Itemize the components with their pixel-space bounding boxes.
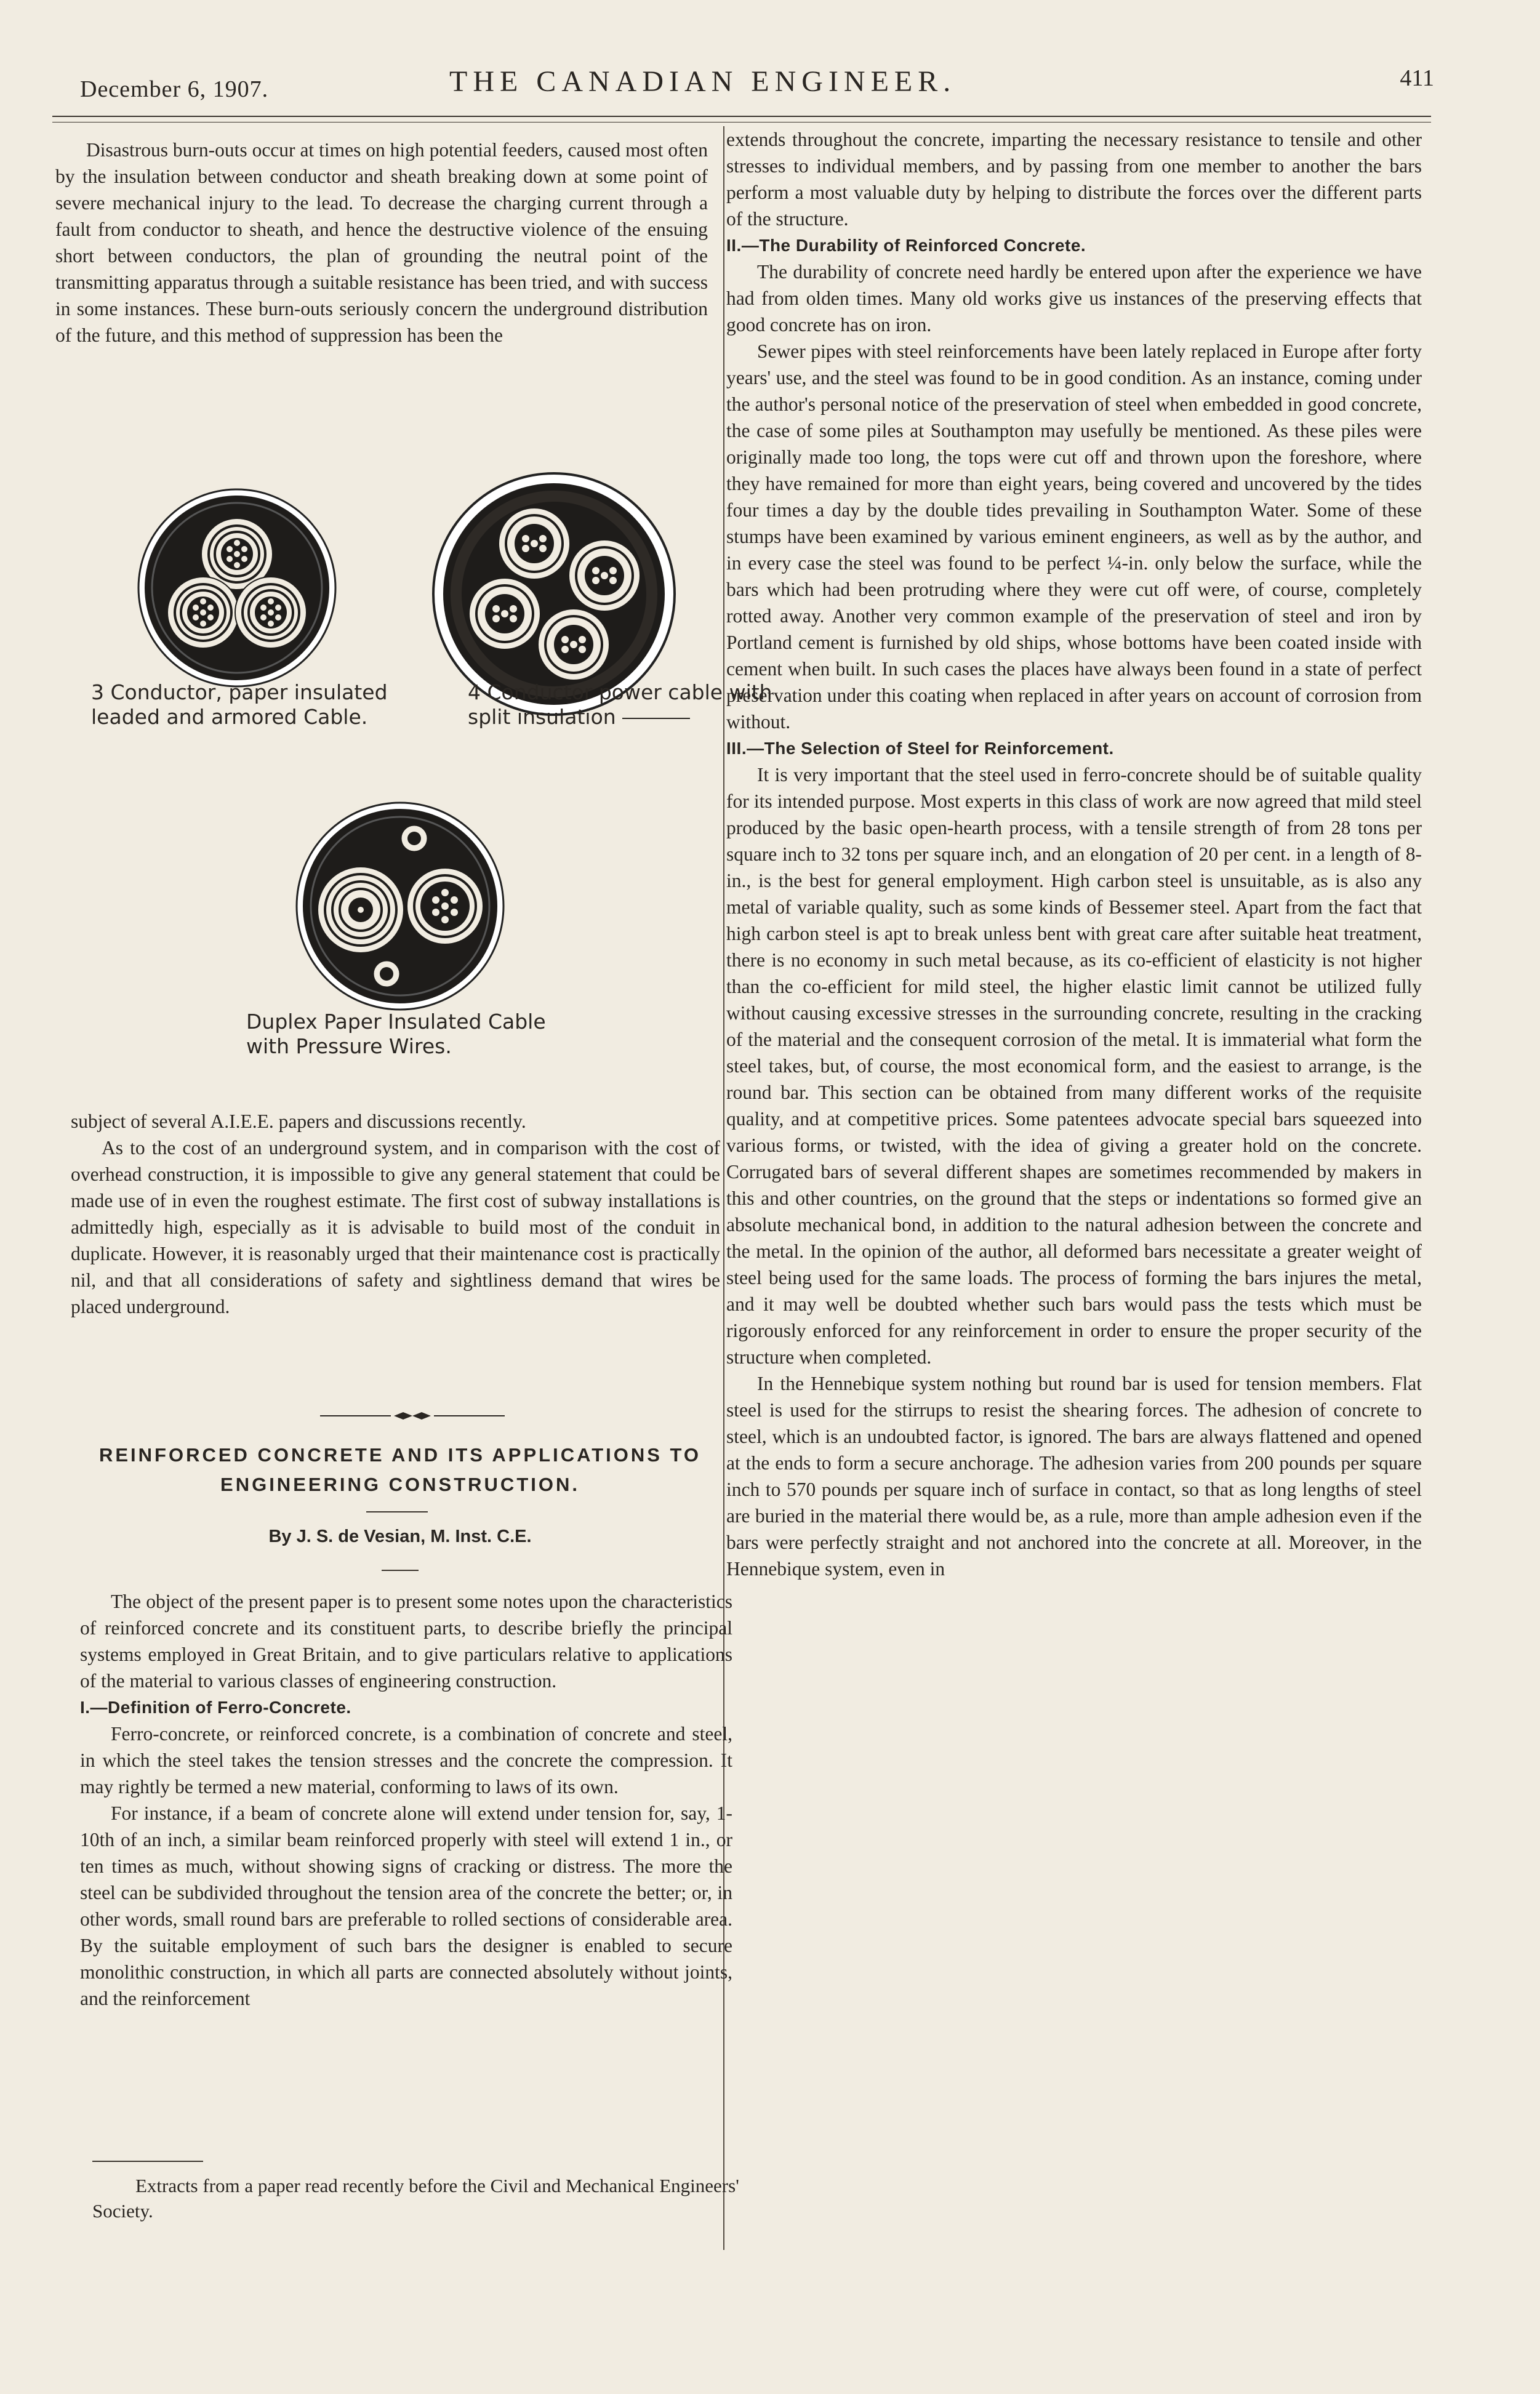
paragraph-durability-2: Sewer pipes with steel reinforcements have been lately replaced in Europe after forty years' use, and the steel was found to be in good condition. As an instance, coming under the author's personal notice of the preservation of steel when embedded in good concrete, the case of some piles at Southampton may usefully be mentioned. As these piles were originally made too long, the tops were cut off and thrown upon the foreshore, where they have remained for more than eight years, being covered and uncovered by the tides four times a day by the double tides prevailing in Southampton Water. Some of these stumps have been examined by various eminent engineers, as well as by the author, and in every case the steel was found to be perfect ¼-in. only below the surface, while the bars which had been protruding where they were cut off were, of course, completely rotted away. Another very common example of the preservation of steel and iron by Portland cement is furnished by old ships, whose bottoms have been coated inside with cement when built. In such cases the places have always been found in a state of perfect preservation under this coating when replaced in after years on account of corrosion from without. bbox=[726, 340, 1422, 733]
right-column bbox=[726, 126, 1422, 1582]
title-rule bbox=[366, 1511, 428, 1512]
paragraph-cost: As to the cost of an underground system, and in comparison with the cost of overhead construction, it is impossible to give any general statement that could be made use of in even the roughest estimate. The first cost of subway installations is admittedly high, especially as it is advisable to build most of the conduit in duplicate. However, it is reasonably urged that their maintenance cost is practically nil, and that all considerations of safety and sightliness demand that wires be placed underground. bbox=[71, 1137, 720, 1317]
section-ornament bbox=[320, 1410, 505, 1422]
header-page-number: 411 bbox=[1400, 65, 1434, 91]
paragraph-selection-1: It is very important that the steel used in ferro-concrete should be of suitable quality for its intended purpose. Most experts in this class of work are now agreed that mild steel produced by the basic open-hearth process, with a tensile strength of from 28 tons per square inch to 32 tons per square inch, and an elongation of 20 per cent. in a length of 8-in., is the best for general employment. High carbon steel is unsuitable, as is also any metal of variable quality, such as some kinds of Bessemer steel. Apart from the fact that high carbon steel is apt to break unless bent with great care after suitable heat treatment, there is no economy in such metal because, as its co-efficient of elasticity is not higher than the co-efficient for mild steel, the higher elastic limit cannot be utilized fully without causing excessive stresses in the surrounding concrete, resulting in the cracking of the material and the consequent corrosion of the metal. It is immaterial what form the steel takes, but, of course, the most economical form, and the easiest to arrange, is the round bar. This section can be obtained from many different works of the requisite quality, and at competitive prices. Some patentees advocate special bars squeezed into various forms, or twisted, with the idea of giving a greater hold on the concrete. Corrugated bars of several different shapes are sometimes recommended by makers in this and other countries, on the ground that the steps or indentations so formed give an absolute mechanical bond, in addition to the natural adhesion between the concrete and the metal. In the opinion of the author, all deformed bars necessitate a greater weight of steel being used for the same loads. The process of forming the bars injures the metal, and it may well be doubted whether such bars would pass the tests which must be rigorously enforced for any reinforcement in order to ensure the proper security of the structure when completed. bbox=[726, 764, 1422, 1368]
caption-duplex-cable: Duplex Paper Insulated Cable with Pressure Wires. bbox=[246, 1010, 546, 1058]
paragraph-burnouts: Disastrous burn-outs occur at times on high potential feeders, caused most often by the insulation between conductor and sheath breaking down at some point of severe mechanical injury to the lead. To decrease the charging current through a fault from conductor to sheath, and hence the destructive violence of the ensuing short between conductors, the plan of grounding the neutral point of the transmitting apparatus through a suitable resistance has been tried, and with success in some instances. These burn-outs seriously concern the underground distribution of the future, and this method of suppression has been the bbox=[55, 139, 708, 346]
header-title: THE CANADIAN ENGINEER. bbox=[449, 65, 956, 98]
left-column-top bbox=[55, 137, 708, 348]
caption-dash bbox=[622, 718, 690, 719]
header-date: December 6, 1907. bbox=[80, 76, 269, 102]
heading-selection: III.—The Selection of Steel for Reinforcement. bbox=[726, 739, 1114, 758]
paragraph-durability-1: The durability of concrete need hardly be entered upon after the experience we have had from olden times. Many old works give us instances of the preserving effects that good concrete has on iron. bbox=[726, 261, 1422, 335]
footnote: Extracts from a paper read recently before the Civil and Mechanical Engineers' Society. bbox=[92, 2175, 739, 2222]
figure-3-conductor-cable bbox=[135, 486, 339, 689]
paragraph-definition-2: For instance, if a beam of concrete alone will extend under tension for, say, 1-10th of an inch, a similar beam reinforced properly with steel will extend 1 in., or ten times as much, without showing signs of cracking or distress. The more the steel can be subdivided throughout the tension area of the concrete the better; or, in other words, small round bars are preferable to rolled sections of considerable area. By the suitable employment of such bars the designer is enabled to secure monolithic construction, in which all parts are connected absolutely without joints, and the reinforcement bbox=[80, 1802, 732, 2009]
page-header bbox=[80, 58, 1434, 108]
heading-definition: I.—Definition of Ferro-Concrete. bbox=[80, 1698, 351, 1717]
footnote-rule bbox=[92, 2161, 203, 2162]
header-rule bbox=[52, 116, 1431, 117]
caption-4-conductor-text: 4 Conductor power cable with split insulation bbox=[468, 680, 772, 729]
left-column-bottom bbox=[71, 1108, 720, 1320]
article-left-column bbox=[80, 1588, 732, 2012]
paragraph-definition-1: Ferro-concrete, or reinforced concrete, is a combination of concrete and steel, in which the steel takes the tension stresses and the concrete the compression. It may rightly be termed a new material, conforming to laws of its own. bbox=[80, 1723, 732, 1798]
paragraph-intro: The object of the present paper is to present some notes upon the characteristics of reinforced concrete and its constituent parts, to describe briefly the principal systems employed in Great Britain, and to give particulars relative to applications of the material to various classes of engineering construction. bbox=[80, 1591, 732, 1692]
article-title: REINFORCED CONCRETE AND ITS APPLICATIONS TO ENGINEERING CONSTRUCTION. bbox=[98, 1444, 702, 1495]
caption-3-conductor-cable: 3 Conductor, paper insulated leaded and armored Cable. bbox=[91, 680, 388, 729]
paragraph-selection-2: In the Hennebique system nothing but round bar is used for tension members. Flat steel is used for the stirrups to resist the shearing forces. The adhesion of concrete to steel, which is an undoubted factor, is ignored. The bars are always flattened and opened at the ends to form a secure anchorage. The adhesion varies from 200 pounds per square inch to 570 pounds per square inch of surface in contact, so that as long lengths of steel are buried in the material there would be, as a rule, more than ample adhesion even if the bars were perfectly straight and not anchored into the concrete at all. Moreover, in the Hennebique system, even in bbox=[726, 1373, 1422, 1580]
article-byline: By J. S. de Vesian, M. Inst. C.E. bbox=[268, 1527, 532, 1546]
paragraph-continued: extends throughout the concrete, imparting the necessary resistance to tensile and other stresses to individual members, and by passing from one member to another the bars perform a most valuable duty by helping to distribute the forces over the different parts of the structure. bbox=[726, 129, 1422, 230]
header-rule-thin bbox=[52, 122, 1431, 123]
paragraph-subject: subject of several A.I.E.E. papers and discussions recently. bbox=[71, 1111, 526, 1132]
byline-rule bbox=[382, 1570, 419, 1571]
heading-durability: II.—The Durability of Reinforced Concrete. bbox=[726, 236, 1086, 255]
figure-duplex-cable bbox=[294, 800, 507, 1013]
